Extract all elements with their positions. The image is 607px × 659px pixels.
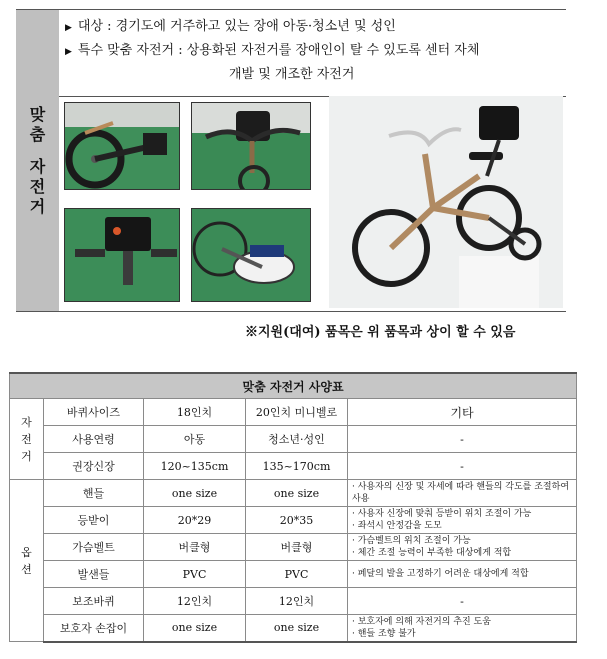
table-row bbox=[10, 507, 577, 534]
table-row bbox=[10, 534, 577, 561]
cell: 발샌들 bbox=[44, 561, 144, 588]
side-label-char: 춤 bbox=[29, 124, 46, 144]
spec-table bbox=[9, 372, 577, 643]
cell: 권장신장 bbox=[44, 453, 144, 480]
bike-line-cont bbox=[229, 64, 354, 85]
table-row bbox=[10, 561, 577, 588]
side-label-char: 맞 bbox=[29, 104, 46, 124]
table-row bbox=[10, 426, 577, 453]
cell: 버클형 bbox=[246, 534, 348, 561]
cell: 사용연령 bbox=[44, 426, 144, 453]
cell: 135~170cm bbox=[246, 453, 348, 480]
cell: 12인치 bbox=[246, 588, 348, 615]
cell: - bbox=[348, 426, 577, 453]
section-side-label bbox=[16, 10, 59, 311]
cell-remark: · 사용자 신장에 맞춰 등받이 위치 조절이 가능 · 좌석시 안정감을 도모 bbox=[348, 507, 577, 534]
photo-handlebar bbox=[191, 102, 311, 190]
cell: - bbox=[348, 453, 577, 480]
cell: 120~135cm bbox=[144, 453, 246, 480]
target-line bbox=[65, 16, 396, 39]
cell-remark: · 가슴벨트의 위치 조절이 가능 · 체간 조절 능력이 부족한 대상에게 적합 bbox=[348, 534, 577, 561]
photo-rear-wheel bbox=[64, 102, 180, 190]
bike-line bbox=[65, 40, 479, 63]
bullet-icon: ▶ bbox=[65, 47, 72, 57]
section-description bbox=[59, 10, 566, 97]
cell: PVC bbox=[144, 561, 246, 588]
group-text: 옵 션 bbox=[21, 545, 32, 576]
bullet-icon: ▶ bbox=[65, 23, 72, 33]
cell: 보호자 손잡이 bbox=[44, 615, 144, 642]
cell: 20인치 미니벨로 bbox=[246, 399, 348, 426]
notice-text: ※지원(대여) 품목은 위 품목과 상이 할 수 있음 bbox=[245, 325, 516, 340]
photo-area bbox=[59, 96, 566, 311]
bike-text-1: 특수 맞춤 자전거 : 상용화된 자전거를 장애인이 탈 수 있도록 센터 자체 bbox=[77, 43, 480, 58]
cell-remark: · 페달의 발을 고정하기 어려운 대상에게 적합 bbox=[348, 561, 577, 588]
cell: - bbox=[348, 588, 577, 615]
table-title-row bbox=[10, 373, 577, 399]
cell: 20*35 bbox=[246, 507, 348, 534]
cell: 가슴벨트 bbox=[44, 534, 144, 561]
table-row bbox=[10, 588, 577, 615]
cell: 등받이 bbox=[44, 507, 144, 534]
photo-backrest bbox=[64, 208, 180, 302]
cell: one size bbox=[246, 615, 348, 642]
cell: 핸들 bbox=[44, 480, 144, 507]
cell: one size bbox=[246, 480, 348, 507]
cell-remark: · 보호자에 의해 자전거의 추진 도움 · 핸들 조향 불가 bbox=[348, 615, 577, 642]
table-row bbox=[10, 480, 577, 507]
cell: 20*29 bbox=[144, 507, 246, 534]
cell-remark: · 사용자의 신장 및 자세에 따라 핸들의 각도를 조절하여 사용 bbox=[348, 480, 577, 507]
table-title: 맞춤 자전거 사양표 bbox=[10, 373, 577, 399]
table-row bbox=[10, 615, 577, 642]
cell: 12인치 bbox=[144, 588, 246, 615]
side-label-char: 자 bbox=[29, 156, 46, 176]
cell: one size bbox=[144, 480, 246, 507]
cell: 버클형 bbox=[144, 534, 246, 561]
table-row bbox=[10, 399, 577, 426]
photo-pedal-sandal bbox=[191, 208, 311, 302]
side-label-char: 거 bbox=[29, 196, 46, 216]
cell: 아동 bbox=[144, 426, 246, 453]
custom-bike-section bbox=[16, 9, 566, 312]
cell: one size bbox=[144, 615, 246, 642]
group-text: 자 전 거 bbox=[21, 415, 32, 463]
group-option-label bbox=[10, 480, 44, 642]
target-text: 대상 : 경기도에 거주하고 있는 장애 아동·청소년 및 성인 bbox=[77, 19, 396, 34]
side-label-char: 전 bbox=[29, 176, 46, 196]
cell: 18인치 bbox=[144, 399, 246, 426]
bike-text-2: 개발 및 개조한 자전거 bbox=[229, 67, 355, 82]
cell: 바퀴사이즈 bbox=[44, 399, 144, 426]
group-bike-label bbox=[10, 399, 44, 480]
cell: 청소년·성인 bbox=[246, 426, 348, 453]
cell: PVC bbox=[246, 561, 348, 588]
cell: 보조바퀴 bbox=[44, 588, 144, 615]
table-row bbox=[10, 453, 577, 480]
cell: 기타 bbox=[348, 399, 577, 426]
photo-full-bike bbox=[329, 96, 563, 308]
